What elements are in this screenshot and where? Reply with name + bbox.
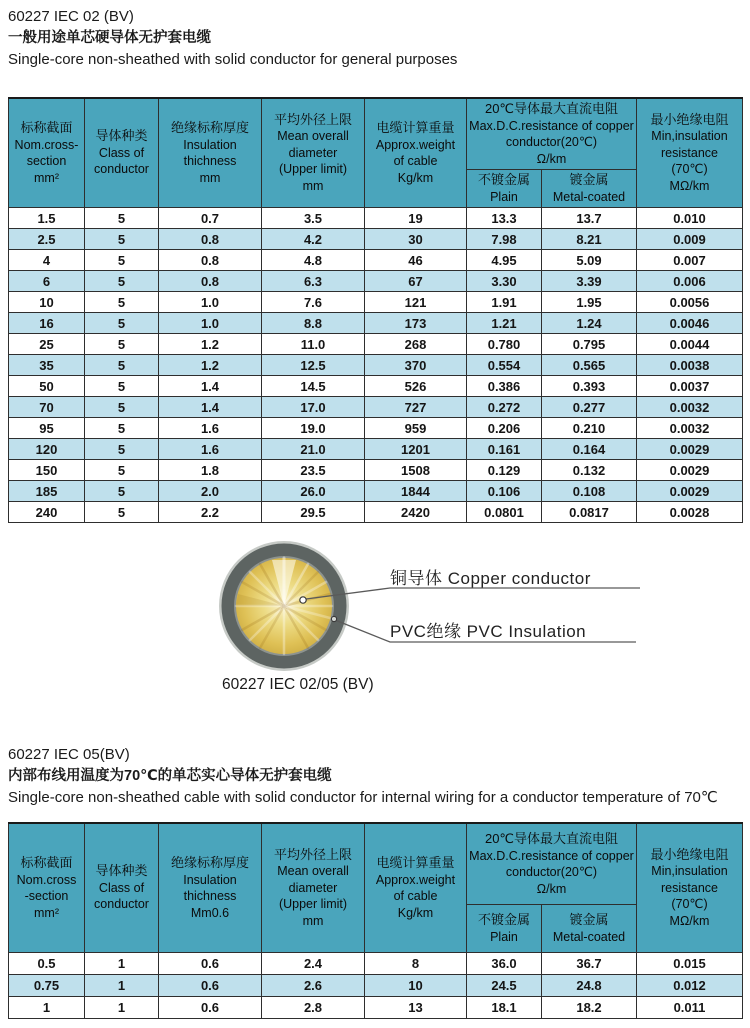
cell: 5 [85,439,159,460]
header-line: MΩ/km [669,913,710,928]
table-row [9,250,743,271]
cell: 727 [365,397,467,418]
header-line: (70℃) [671,897,708,912]
cell: 14.5 [262,376,365,397]
header-line: of cable [393,154,438,168]
header-line: section [26,154,67,168]
header-line: Mean overall [277,129,349,144]
cell: 13.3 [467,208,542,229]
cell: 2.0 [159,481,262,502]
header-line: 导体种类 [95,863,148,879]
cell: 24.5 [467,975,542,997]
cell: 67 [365,271,467,292]
cell: 0.393 [542,376,637,397]
col-header-metal-coated [542,170,637,208]
cell: 1.95 [542,292,637,313]
cell: 2.6 [262,975,365,997]
cell: 0.0046 [637,313,743,334]
cell: 5 [85,250,159,271]
cell: 29.5 [262,502,365,523]
col-header-nom-cross-section [9,98,85,208]
copper-conductor-label: 铜导体 Copper conductor [390,569,591,588]
cell: 5 [85,271,159,292]
cell: 0.6 [159,997,262,1019]
header-line: Class of [98,880,145,895]
col-header-max-dc-resistance [467,823,637,905]
cell: 4.95 [467,250,542,271]
col-header-insulation-thickness [159,98,262,208]
cell: 1.6 [159,439,262,460]
header-line: 平均外径上限 [273,846,352,862]
header-line: thichness [183,154,237,168]
header-line: Ω/km [536,881,567,896]
header-line: Mean overall [277,864,349,879]
header-line: 最小绝缘电阻 [650,846,729,862]
cell: 6 [9,271,85,292]
header-line: resistance [661,880,718,895]
header-line: Metal-coated [552,929,626,944]
header-line: 20℃导体最大直流电阻 [484,831,619,846]
table-row [9,418,743,439]
cell: 0.8 [159,271,262,292]
cell: 5 [85,208,159,229]
header-line: (Upper limit) [278,162,348,177]
header-line: 绝缘标称厚度 [170,855,249,870]
section-title: 60227 IEC 05(BV) [8,746,130,763]
header-line: mm² [34,170,59,185]
col-header-approx-weight [365,823,467,953]
cell: 0.0038 [637,355,743,376]
section-iec05-title-block [8,744,718,809]
cell: 5 [85,460,159,481]
cell: 0.129 [467,460,542,481]
col-header-plain [467,170,542,208]
cell: 240 [9,502,85,523]
cell: 121 [365,292,467,313]
cell: 0.210 [542,418,637,439]
leader-line-copper [306,588,640,599]
section-title: 60227 IEC 02 (BV) [8,8,134,25]
header-line: 电缆计算重量 [376,120,455,135]
cell: 2.2 [159,502,262,523]
cell: 19.0 [262,418,365,439]
cell: 70 [9,397,85,418]
cell: 3.39 [542,271,637,292]
copper-sunburst-rays [236,558,332,654]
cell: 5 [85,313,159,334]
cell: 3.30 [467,271,542,292]
cell: 1 [85,975,159,997]
table-row [9,208,743,229]
header-line: (70℃) [671,162,708,177]
cell: 0.0037 [637,376,743,397]
cell: 0.7 [159,208,262,229]
cell: 0.0029 [637,460,743,481]
table-row [9,397,743,418]
col-header-mean-overall-diameter [262,98,365,208]
cell: 3.5 [262,208,365,229]
table-header [9,98,743,208]
header-line: conductor(20℃) [505,865,598,879]
cell: 4 [9,250,85,271]
col-header-plain [467,905,542,953]
cell: 268 [365,334,467,355]
cell: 50 [9,376,85,397]
cell: 36.7 [542,953,637,975]
section-subtitle-en: Single-core non-sheathed cable with solid conductor for internal wiring for a conductor temperature of 70℃ [8,789,718,806]
header-line: Max.D.C.resistance of copper [469,848,634,863]
cell: 11.0 [262,334,365,355]
col-header-min-insulation-resistance [637,823,743,953]
cell: 0.010 [637,208,743,229]
table-row [9,953,743,975]
cell: 0.161 [467,439,542,460]
header-line: 最小绝缘电阻 [650,111,729,127]
cell: 35 [9,355,85,376]
cell: 0.386 [467,376,542,397]
header-line: -section [24,889,69,903]
cell: 5 [85,397,159,418]
col-header-mean-overall-diameter [262,823,365,953]
header-line: 绝缘标称厚度 [170,120,249,135]
cell: 0.0029 [637,439,743,460]
cell: 5 [85,334,159,355]
cell: 26.0 [262,481,365,502]
cell: 1.0 [159,292,262,313]
cell: 2.4 [262,953,365,975]
header-line: Kg/km [397,170,434,185]
section-subtitle-en: Single-core non-sheathed with solid conductor for general purposes [8,51,458,68]
cell: 120 [9,439,85,460]
cell: 0.0028 [637,502,743,523]
cell: 0.012 [637,975,743,997]
cell: 0.206 [467,418,542,439]
cell: 25 [9,334,85,355]
cell: 0.132 [542,460,637,481]
header-line: mm [199,170,221,185]
cell: 5 [85,502,159,523]
cell: 0.0032 [637,418,743,439]
cell: 0.0801 [467,502,542,523]
cell: 5 [85,376,159,397]
cell: 18.1 [467,997,542,1019]
header-line: conductor [94,162,149,177]
cell: 1.6 [159,418,262,439]
cell: 0.0029 [637,481,743,502]
cell: 0.009 [637,229,743,250]
cell: 1.0 [159,313,262,334]
pvc-insulation-label: PVC绝缘 PVC Insulation [390,622,587,641]
cell: 0.75 [9,975,85,997]
header-line: thichness [183,889,237,903]
table-row [9,292,743,313]
cell: 0.0032 [637,397,743,418]
cell: 0.8 [159,229,262,250]
cell: 0.795 [542,334,637,355]
header-line: 导体种类 [95,128,148,144]
cell: 0.108 [542,481,637,502]
cell: 16 [9,313,85,334]
cell: 173 [365,313,467,334]
header-line: 不镀金属 [477,912,530,927]
cell: 1.21 [467,313,542,334]
cell: 959 [365,418,467,439]
cell: 0.272 [467,397,542,418]
cell: 1508 [365,460,467,481]
header-line: 镀金属 [569,912,609,927]
table-row [9,271,743,292]
section-iec02-title-block [8,6,457,71]
cell: 19 [365,208,467,229]
cell: 8 [365,953,467,975]
table-row [9,355,743,376]
header-line: MΩ/km [669,178,710,193]
header-line: Plain [490,189,518,204]
cell: 0.007 [637,250,743,271]
cell: 0.164 [542,439,637,460]
diagram-caption: 60227 IEC 02/05 (BV) [222,676,374,693]
table-body [9,208,743,523]
header-line: resistance [661,145,718,160]
cell: 1 [85,997,159,1019]
col-header-class-of-conductor [85,98,159,208]
cell: 13 [365,997,467,1019]
cell: 30 [365,229,467,250]
table-row [9,334,743,355]
cell: 18.2 [542,997,637,1019]
cell: 5 [85,292,159,313]
header-line: 平均外径上限 [273,111,352,127]
cell: 46 [365,250,467,271]
header-line: 标称截面 [20,120,73,135]
cell: 10 [365,975,467,997]
header-line: Approx.weight [375,137,456,152]
cell: 12.5 [262,355,365,376]
table-row [9,460,743,481]
cell: 7.6 [262,292,365,313]
header-line: Nom.cross- [14,137,79,152]
cable-cross-section-diagram [0,530,750,720]
col-header-insulation-thickness [159,823,262,953]
cell: 0.554 [467,355,542,376]
cell: 0.6 [159,953,262,975]
header-line: (Upper limit) [278,897,348,912]
table-header [9,823,743,953]
cell: 1 [9,997,85,1019]
cell: 23.5 [262,460,365,481]
header-line: Insulation [183,872,237,887]
cell: 8.8 [262,313,365,334]
cell: 1201 [365,439,467,460]
cell: 0.6 [159,975,262,997]
header-line: Min,insulation [651,129,728,144]
header-line: conductor [94,897,149,912]
cell: 526 [365,376,467,397]
header-line: conductor(20℃) [505,135,598,149]
table-row [9,313,743,334]
header-line: of cable [393,889,438,903]
cell: 5 [85,481,159,502]
cell: 185 [9,481,85,502]
cell: 0.106 [467,481,542,502]
table-row [9,439,743,460]
header-line: mm [302,913,324,928]
table-row [9,376,743,397]
header-line: Approx.weight [375,872,456,887]
header-line: Nom.cross [16,872,77,887]
cell: 150 [9,460,85,481]
header-line: mm² [34,905,59,920]
cell: 36.0 [467,953,542,975]
cell: 2.5 [9,229,85,250]
cell: 1.2 [159,355,262,376]
spec-table-iec02 [8,97,743,523]
cell: 5.09 [542,250,637,271]
cell: 2.8 [262,997,365,1019]
header-line: diameter [288,145,338,160]
cell: 1.2 [159,334,262,355]
cell: 0.8 [159,250,262,271]
cell: 7.98 [467,229,542,250]
cell: 370 [365,355,467,376]
cell: 0.277 [542,397,637,418]
cell: 0.5 [9,953,85,975]
cell: 0.0044 [637,334,743,355]
col-header-max-dc-resistance [467,98,637,170]
col-header-min-insulation-resistance [637,98,743,208]
table-row [9,229,743,250]
header-line: Mm0.6 [190,905,230,920]
cell: 0.011 [637,997,743,1019]
header-line: Max.D.C.resistance of copper [469,118,634,133]
cell: 4.8 [262,250,365,271]
cell: 6.3 [262,271,365,292]
table-row [9,481,743,502]
header-line: diameter [288,880,338,895]
cell: 95 [9,418,85,439]
col-header-class-of-conductor [85,823,159,953]
pvc-point-marker [331,616,336,621]
header-line: Insulation [183,137,237,152]
table-row [9,502,743,523]
cell: 1.5 [9,208,85,229]
cell: 0.565 [542,355,637,376]
cell: 1.8 [159,460,262,481]
header-line: Plain [490,929,518,944]
header-line: 电缆计算重量 [376,855,455,870]
section-subtitle-zh: 一般用途单芯硬导体无护套电缆 [8,30,211,46]
table-row [9,997,743,1019]
col-header-metal-coated [542,905,637,953]
header-line: 20℃导体最大直流电阻 [484,101,619,116]
section-subtitle-zh: 内部布线用温度为70℃的单芯实心导体无护套电缆 [8,768,332,784]
cell: 21.0 [262,439,365,460]
cell: 24.8 [542,975,637,997]
header-line: 镀金属 [569,172,609,187]
header-line: Ω/km [536,151,567,166]
spec-table-iec05 [8,822,743,1019]
col-header-nom-cross-section [9,823,85,953]
cell: 8.21 [542,229,637,250]
cell: 1.4 [159,376,262,397]
cell: 5 [85,355,159,376]
cell: 13.7 [542,208,637,229]
header-line: mm [302,178,324,193]
cell: 0.0817 [542,502,637,523]
cell: 5 [85,418,159,439]
cell: 17.0 [262,397,365,418]
header-line: 不镀金属 [477,172,530,187]
cell: 1.91 [467,292,542,313]
cell: 1 [85,953,159,975]
cell: 1.4 [159,397,262,418]
table-body [9,953,743,1019]
cell: 1844 [365,481,467,502]
cell: 0.015 [637,953,743,975]
header-line: Min,insulation [651,864,728,879]
cell: 0.006 [637,271,743,292]
header-line: Kg/km [397,905,434,920]
cell: 4.2 [262,229,365,250]
cell: 2420 [365,502,467,523]
cell: 0.780 [467,334,542,355]
header-line: 标称截面 [20,855,73,870]
cell: 5 [85,229,159,250]
header-line: Metal-coated [552,189,626,204]
table-row [9,975,743,997]
col-header-approx-weight [365,98,467,208]
cell: 1.24 [542,313,637,334]
cell: 10 [9,292,85,313]
cell: 0.0056 [637,292,743,313]
header-line: Class of [98,145,145,160]
copper-point-marker [300,597,306,603]
